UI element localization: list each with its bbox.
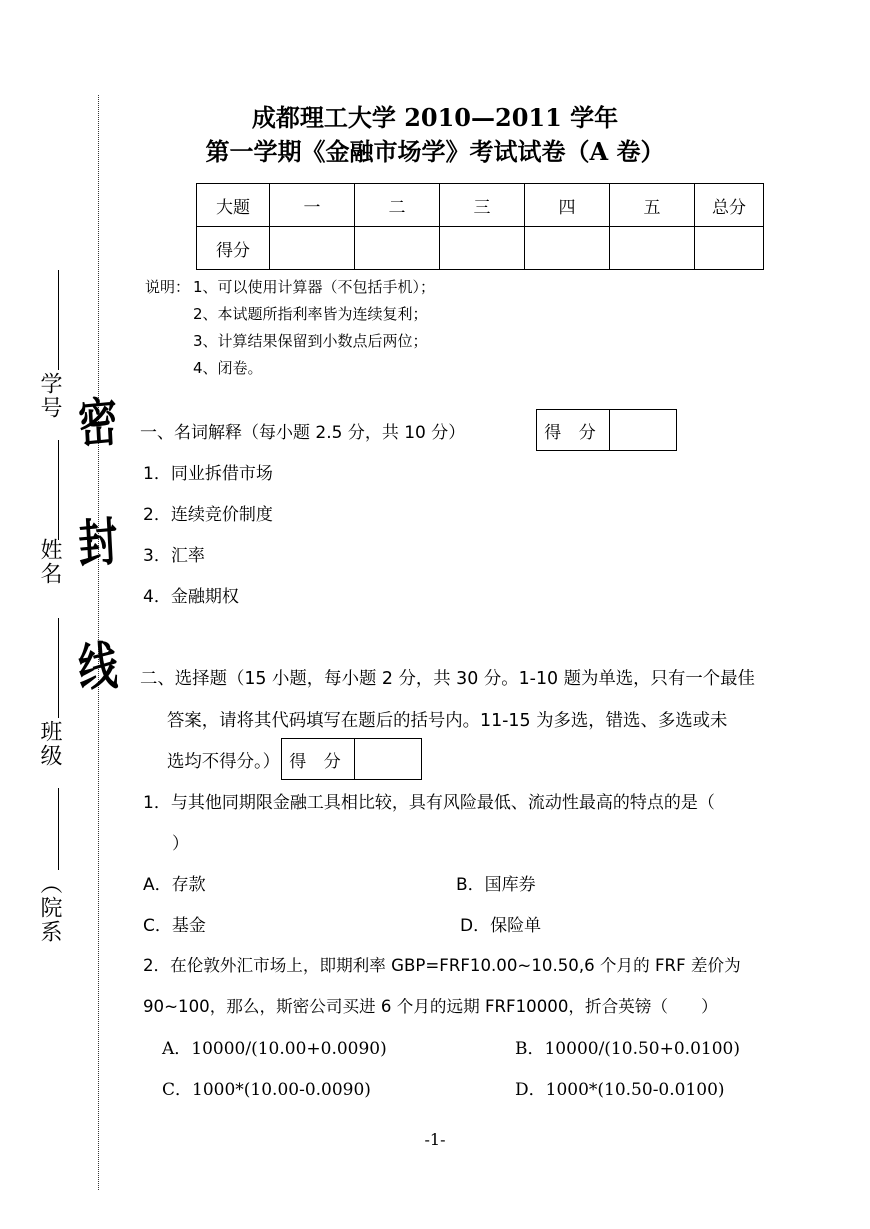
score-table-header: 二 (355, 184, 440, 227)
exam-title-line1: 成都理工大学 2010—2011 学年 (251, 103, 619, 132)
section1-score-field[interactable] (610, 410, 676, 450)
score-cell[interactable] (695, 227, 764, 270)
score-cell[interactable] (610, 227, 695, 270)
section1-score-box (536, 409, 677, 451)
q1-stem-line1: 1．与其他同期限金融工具相比较，具有风险最低、流动性最高的特点的是（ (143, 793, 715, 813)
score-table-header-row (197, 184, 764, 227)
seal-char-mi: 密 (76, 391, 120, 456)
note-item: 2、本试题所指利率皆为连续复利； (193, 305, 428, 323)
q1-option: B．国库券 (456, 875, 536, 895)
score-table-header: 总分 (695, 184, 764, 227)
q2-option: D．1000*(10.50-0.0100) (515, 1080, 725, 1100)
q1-option: D．保险单 (460, 916, 542, 936)
q1-stem-line2: ） (172, 834, 189, 854)
term-item: 2．连续竞价制度 (143, 505, 273, 525)
score-row-label: 得分 (197, 227, 270, 270)
score-table-header: 一 (270, 184, 355, 227)
exam-title-line2: 第一学期《金融市场学》考试试卷（A 卷） (205, 137, 665, 166)
q2-stem-line1: 2．在伦敦外汇市场上，即期利率 GBP=FRF10.00~10.50,6 个月的 FRF 差价为 (143, 956, 741, 975)
section2-heading-line2: 答案，请将其代码填写在题后的括号内。11-15 为多选，错选、多选或未 (167, 711, 728, 731)
term-item: 3．汇率 (143, 546, 205, 566)
class-label: 班级 (37, 720, 62, 768)
note-item: 1、可以使用计算器（不包括手机）； (193, 278, 436, 296)
q2-option: A．10000/(10.00+0.0090) (162, 1039, 387, 1059)
score-cell[interactable] (355, 227, 440, 270)
name-rule (58, 440, 59, 540)
score-cell[interactable] (525, 227, 610, 270)
class-rule (58, 618, 59, 718)
score-table-header: 大题 (197, 184, 270, 227)
section1-score-label: 得 分 (537, 410, 610, 450)
section2-heading-line3: 选均不得分。） (167, 752, 281, 772)
note-item: 3、计算结果保留到小数点后两位； (193, 332, 428, 350)
score-cell[interactable] (270, 227, 355, 270)
department-label: （院系 (37, 872, 62, 944)
score-table-header: 四 (525, 184, 610, 227)
score-table-score-row (197, 227, 764, 270)
section2-score-box (281, 738, 422, 780)
section1-heading: 一、名词解释（每小题 2.5 分，共 10 分） (140, 423, 466, 443)
seal-char-xian: 线 (76, 635, 120, 700)
q2-option: C．1000*(10.00-0.0090) (162, 1080, 371, 1100)
q1-option: C．基金 (143, 916, 206, 936)
section2-score-field[interactable] (355, 739, 421, 779)
page-number: -1- (424, 1130, 446, 1149)
student-id-label: 学号 (37, 372, 62, 420)
department-rule (58, 788, 59, 870)
q2-stem-line2: 90~100，那么，斯密公司买进 6 个月的远期 FRF10000，折合英镑（ ） (143, 997, 718, 1016)
q2-option: B．10000/(10.50+0.0100) (515, 1039, 740, 1059)
score-cell[interactable] (440, 227, 525, 270)
section2-score-label: 得 分 (282, 739, 355, 779)
name-label: 姓名 (37, 538, 62, 586)
score-table (196, 183, 764, 270)
note-item: 4、闭卷。 (193, 359, 263, 377)
term-item: 4．金融期权 (143, 587, 239, 607)
notes-prefix: 说明： (145, 278, 191, 296)
section2-heading-line1: 二、选择题（15 小题，每小题 2 分，共 30 分。1-10 题为单选，只有一个最佳 (140, 669, 755, 689)
seal-char-feng: 封 (76, 511, 120, 576)
score-table-header: 五 (610, 184, 695, 227)
score-table-header: 三 (440, 184, 525, 227)
q1-option: A．存款 (143, 875, 206, 895)
term-item: 1．同业拆借市场 (143, 464, 273, 484)
student-id-rule (58, 270, 59, 370)
